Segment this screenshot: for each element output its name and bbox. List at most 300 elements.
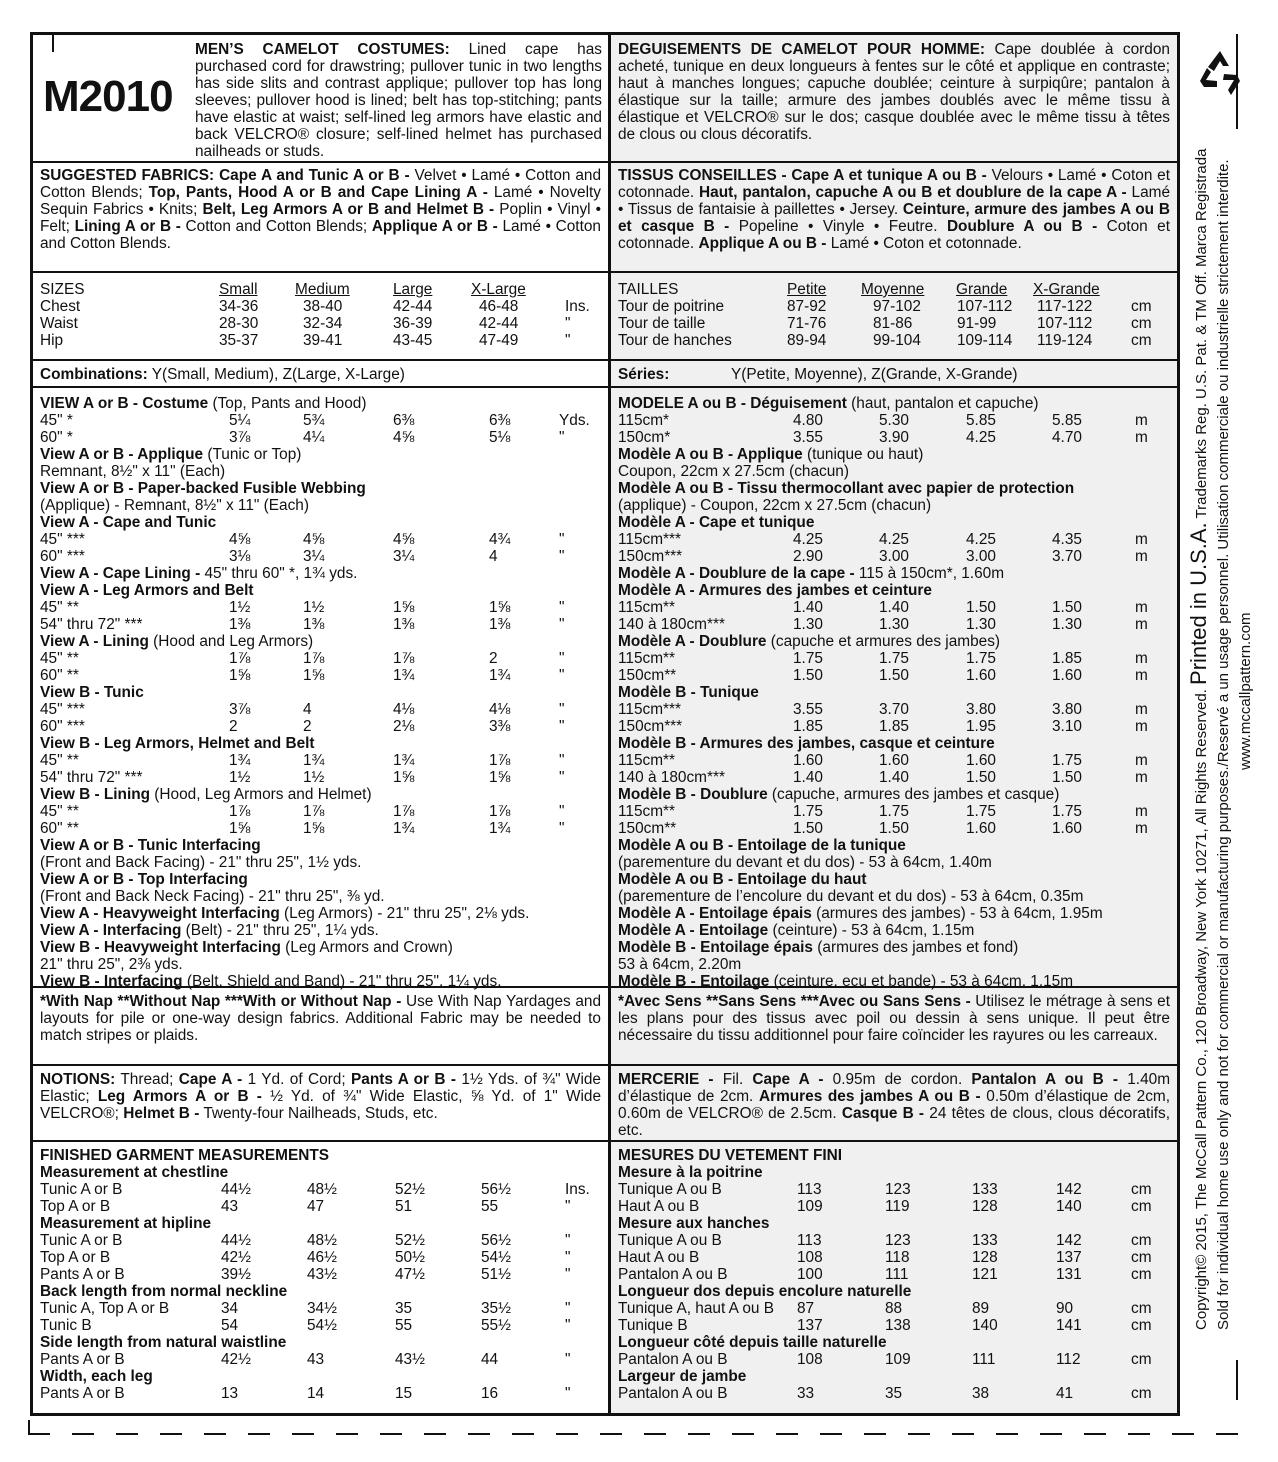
nap-legend: *Avec Sens **Sans Sens ***Avec ou Sans Sens - bbox=[618, 993, 971, 1010]
value-cell: 1.85 bbox=[879, 718, 909, 735]
fabrics-text-fr bbox=[611, 163, 1177, 252]
row-label: Haut A ou B bbox=[618, 1249, 700, 1266]
unit-cell: m bbox=[1135, 752, 1148, 769]
value-cell: 2 bbox=[303, 718, 312, 735]
measure-row bbox=[33, 1300, 608, 1317]
value-cell: 91-99 bbox=[957, 315, 997, 332]
value-cell: 97-102 bbox=[873, 298, 921, 315]
fabric-part-label: Lining A or B - bbox=[74, 218, 181, 235]
row-label: Tunic A or B bbox=[40, 1181, 123, 1198]
value-cell: 1.60 bbox=[1052, 667, 1082, 684]
sub-heading-rest: (capuche et armures des jambes) bbox=[766, 633, 1001, 650]
detail-line: (Front and Back Neck Facing) - 21" thru 25", ⅜ yd. bbox=[40, 888, 385, 905]
value-cell: 89 bbox=[972, 1300, 990, 1317]
sub-heading bbox=[611, 871, 1177, 888]
measure-row bbox=[33, 616, 608, 633]
unit-cell: m bbox=[1135, 803, 1148, 820]
value-cell: 131 bbox=[1056, 1266, 1082, 1283]
fabric-part-label: Applique A or B - bbox=[371, 218, 498, 235]
value-cell: 44 bbox=[481, 1351, 499, 1368]
size-header: Large bbox=[393, 281, 433, 298]
sub-heading-bold: Modèle A - Entoilage bbox=[618, 922, 769, 939]
measure-row bbox=[611, 769, 1177, 786]
row-label: 45" ** bbox=[40, 650, 79, 667]
fabric-list: Lamé • Cotton and Cotton Blends. bbox=[40, 218, 601, 252]
value-cell: 47½ bbox=[395, 1266, 425, 1283]
unit-cell: " bbox=[559, 667, 565, 684]
value-cell: 2 bbox=[489, 650, 498, 667]
value-cell: 3.70 bbox=[879, 701, 909, 718]
value-cell: 1.30 bbox=[966, 616, 996, 633]
value-cell: 4.70 bbox=[1052, 429, 1082, 446]
value-cell: 4.35 bbox=[1052, 531, 1082, 548]
value-cell: 3.55 bbox=[793, 701, 823, 718]
value-cell: 42½ bbox=[221, 1351, 251, 1368]
value-cell: 13 bbox=[221, 1385, 239, 1402]
unit-cell: " bbox=[559, 820, 565, 837]
notions-text-en bbox=[33, 1066, 608, 1122]
copyright-text: Copyright© 2015, The McCall Pattern Co., 120 Broadway, New York 10271, All Rights Reserved. bbox=[1193, 689, 1210, 1330]
detail-line: (Applique) - Remnant, 8½" x 11" (Each) bbox=[40, 497, 309, 514]
finished-title-en: FINISHED GARMENT MEASUREMENTS bbox=[40, 1147, 330, 1164]
value-cell: 35 bbox=[395, 1300, 413, 1317]
value-cell: 140 bbox=[972, 1317, 998, 1334]
notions-title: MERCERIE - bbox=[618, 1071, 714, 1088]
measure-row bbox=[611, 803, 1177, 820]
measure-row bbox=[611, 820, 1177, 837]
measure-row bbox=[611, 718, 1177, 735]
unit-cell: cm bbox=[1131, 1181, 1152, 1198]
value-cell: 1⅝ bbox=[229, 820, 251, 837]
notion-item: Twenty-four Nailheads, Studs, etc. bbox=[203, 1105, 438, 1122]
fabric-list: Popeline • Vinyle • Feutre. bbox=[738, 218, 938, 235]
fabric-list: Lamé • Coton et cotonnade. bbox=[830, 235, 1022, 252]
value-cell: 3.90 bbox=[879, 429, 909, 446]
sub-heading-bold: Largeur de jambe bbox=[618, 1368, 747, 1385]
value-cell: 1.85 bbox=[793, 718, 823, 735]
yardage-section-en bbox=[33, 388, 608, 988]
sub-heading bbox=[611, 480, 1177, 497]
intro-text-fr bbox=[611, 35, 1177, 143]
measure-row bbox=[33, 718, 608, 735]
row-label: Pantalon A ou B bbox=[618, 1351, 728, 1368]
row-label: 45" *** bbox=[40, 701, 85, 718]
value-cell: 1.50 bbox=[1052, 599, 1082, 616]
fabric-part-label: Cape A and Tunic A or B - bbox=[219, 167, 410, 184]
sub-heading-bold: Modèle A ou B - Entoilage du haut bbox=[618, 871, 867, 888]
row-label: Tunique A, haut A ou B bbox=[618, 1300, 775, 1317]
fabric-list: Cotton and Cotton Blends; bbox=[185, 218, 368, 235]
detail-line: Remnant, 8½" x 11" (Each) bbox=[40, 463, 226, 480]
value-cell: 4¾ bbox=[489, 531, 511, 548]
notion-part: Pantalon A ou B - bbox=[971, 1071, 1119, 1088]
row-label: 150cm** bbox=[618, 667, 677, 684]
value-cell: 1.75 bbox=[1052, 803, 1082, 820]
row-label: Tunique A ou B bbox=[618, 1232, 722, 1249]
value-cell: 133 bbox=[972, 1232, 998, 1249]
notion-item: 0.95m de cordon. bbox=[832, 1071, 963, 1088]
sub-heading-bold: Modèle B - Tunique bbox=[618, 684, 759, 701]
value-cell: 52½ bbox=[395, 1232, 425, 1249]
measure-row bbox=[611, 650, 1177, 667]
value-cell: 42½ bbox=[221, 1249, 251, 1266]
value-cell: 1.60 bbox=[793, 752, 823, 769]
value-cell: 117-122 bbox=[1037, 298, 1093, 315]
detail-line: (parementure de l’encolure du devant et du dos) - 53 à 64cm, 0.35m bbox=[618, 888, 1084, 905]
unit-cell: " bbox=[565, 1317, 571, 1334]
value-cell: 4.25 bbox=[966, 429, 996, 446]
value-cell: 1⅝ bbox=[489, 599, 511, 616]
value-cell: 33 bbox=[797, 1385, 815, 1402]
value-cell: 112 bbox=[1056, 1351, 1081, 1368]
finished-table-en bbox=[33, 1142, 608, 1402]
value-cell: 109 bbox=[885, 1351, 911, 1368]
finished-title-fr: MESURES DU VETEMENT FINI bbox=[618, 1147, 843, 1164]
measure-row bbox=[611, 429, 1177, 446]
size-header: Grande bbox=[956, 281, 1008, 298]
sizes-section-en bbox=[33, 273, 608, 361]
value-cell: 1.60 bbox=[879, 752, 909, 769]
row-label: 115cm** bbox=[618, 599, 676, 616]
nap-text-fr bbox=[611, 988, 1177, 1044]
measure-row bbox=[611, 1232, 1177, 1249]
finished-list-fr bbox=[611, 1164, 1177, 1402]
value-cell: 123 bbox=[885, 1232, 911, 1249]
value-cell: 88 bbox=[885, 1300, 903, 1317]
intro-body-en: Lined cape has purchased cord for drawstring; pullover tunic in two lengths has side slits and contrast applique; pullover top has long sleeves; pullover hood is lined; belt has top-stitching; pants have elastic at waist; self-lined leg armors have elastic and back VELCRO® closure; self-lined helmet has purchased nailheads or studs. bbox=[195, 41, 602, 160]
unit-cell: " bbox=[559, 599, 565, 616]
notions-text-fr bbox=[611, 1066, 1177, 1139]
yardage-list-fr bbox=[611, 388, 1177, 990]
measure-row bbox=[611, 616, 1177, 633]
sub-heading-rest: (Leg Armors) - 21" thru 25", 2⅛ yds. bbox=[279, 905, 530, 922]
finished-section-fr bbox=[611, 1142, 1177, 1412]
value-cell: 43½ bbox=[395, 1351, 425, 1368]
value-cell: 1⅞ bbox=[229, 803, 251, 820]
measure-row bbox=[33, 412, 608, 429]
row-label: 150cm*** bbox=[618, 718, 683, 735]
measure-row bbox=[33, 1249, 608, 1266]
sub-heading-bold: Mesure à la poitrine bbox=[618, 1164, 763, 1181]
size-header: Medium bbox=[295, 281, 350, 298]
sub-heading-bold: MODELE A ou B - Déguisement bbox=[618, 395, 847, 412]
notion-item: 1½ Yds. of ¾" Wide Elastic; bbox=[40, 1071, 601, 1105]
size-header: X-Grande bbox=[1033, 281, 1100, 298]
sub-heading-bold: View A - Cape Lining - bbox=[40, 565, 201, 582]
row-label: 115cm** bbox=[618, 752, 676, 769]
intro-body-fr: Cape doublée à cordon acheté, tunique en deux longueurs à fentes sur le côté et applique en contraste; haut à manches longues; capuche doublée; ceinture à surpiqûre; pantalon à élastique sur la taille; armure des jambes doublés avec le même tissu à élastique et VELCRO® sur le dos; casque doublée avec le même tissu à têtes de clous ou clous décoratifs. bbox=[618, 41, 1170, 143]
value-cell: 141 bbox=[1056, 1317, 1082, 1334]
sub-heading-bold: Width, each leg bbox=[40, 1368, 153, 1385]
fabrics-text-en bbox=[33, 163, 608, 252]
sub-heading bbox=[33, 1283, 608, 1300]
value-cell: 1⅞ bbox=[489, 803, 511, 820]
sub-heading-bold: Side length from natural waistline bbox=[40, 1334, 287, 1351]
unit-cell: " bbox=[565, 315, 571, 332]
value-cell: 1⅞ bbox=[393, 650, 415, 667]
value-cell: 39-41 bbox=[303, 332, 343, 349]
combinations-en bbox=[33, 361, 608, 383]
value-cell: 34 bbox=[221, 1300, 239, 1317]
value-cell: 4.25 bbox=[793, 531, 823, 548]
sub-heading-bold: View A - Interfacing bbox=[40, 922, 182, 939]
sub-heading-bold: View A - Cape and Tunic bbox=[40, 514, 217, 531]
row-label: 150cm* bbox=[618, 429, 671, 446]
measure-row bbox=[33, 1232, 608, 1249]
notions-title: NOTIONS: bbox=[40, 1071, 116, 1088]
value-cell: 51½ bbox=[481, 1266, 511, 1283]
value-cell: 39½ bbox=[221, 1266, 251, 1283]
row-label: 150cm*** bbox=[618, 548, 683, 565]
measure-row bbox=[33, 701, 608, 718]
row-label: 115cm*** bbox=[618, 701, 682, 718]
intro-text-en bbox=[195, 41, 602, 160]
combinations-fr bbox=[611, 366, 1177, 383]
value-cell: 100 bbox=[797, 1266, 823, 1283]
website-url: www.mccallpattern.com bbox=[1237, 612, 1254, 770]
value-cell: 1⅜ bbox=[229, 616, 251, 633]
value-cell: 1.75 bbox=[793, 650, 823, 667]
measure-row bbox=[611, 1317, 1177, 1334]
unit-cell: cm bbox=[1131, 1198, 1152, 1215]
measure-row bbox=[611, 548, 1177, 565]
sub-heading bbox=[33, 684, 608, 701]
value-cell: 1.40 bbox=[793, 599, 823, 616]
measure-row bbox=[611, 1300, 1177, 1317]
value-cell: 1.75 bbox=[966, 803, 996, 820]
row-label: 115cm*** bbox=[618, 531, 682, 548]
value-cell: 107-112 bbox=[957, 298, 1013, 315]
measure-row bbox=[611, 701, 1177, 718]
value-cell: 1⅝ bbox=[489, 769, 511, 786]
value-cell: 1⅞ bbox=[489, 752, 511, 769]
value-cell: 4.25 bbox=[966, 531, 996, 548]
sub-heading-rest: (capuche, armures des jambes et casque) bbox=[767, 786, 1060, 803]
french-column bbox=[608, 35, 1177, 1413]
notion-part: Casque B - bbox=[841, 1105, 925, 1122]
sub-heading-rest: (Belt) - 21" thru 25", 1¼ yds. bbox=[181, 922, 379, 939]
nap-legend: *With Nap **Without Nap ***With or Without Nap - bbox=[40, 993, 402, 1010]
value-cell: 35-37 bbox=[219, 332, 259, 349]
value-cell: 1½ bbox=[229, 769, 251, 786]
combinations-label: Combinations: bbox=[40, 366, 148, 383]
sub-heading bbox=[33, 939, 608, 956]
value-cell: 41 bbox=[1056, 1385, 1074, 1402]
detail-line: Coupon, 22cm x 27.5cm (chacun) bbox=[618, 463, 849, 480]
value-cell: 118 bbox=[885, 1249, 910, 1266]
measure-row bbox=[611, 298, 1177, 315]
detail-line: (Front and Back Facing) - 21" thru 25", 1½ yds. bbox=[40, 854, 362, 871]
size-header: Moyenne bbox=[861, 281, 925, 298]
sub-heading-bold: Modèle A - Entoilage épais bbox=[618, 905, 812, 922]
value-cell: 1.50 bbox=[1052, 769, 1082, 786]
value-cell: 56½ bbox=[481, 1232, 511, 1249]
measure-row bbox=[33, 429, 608, 446]
value-cell: 142 bbox=[1056, 1181, 1082, 1198]
sub-heading-rest: 45" thru 60" *, 1¾ yds. bbox=[200, 565, 358, 582]
fabrics-section-en bbox=[33, 163, 608, 273]
value-cell: 34½ bbox=[307, 1300, 337, 1317]
measure-row bbox=[33, 667, 608, 684]
unit-cell: Ins. bbox=[565, 1181, 590, 1198]
measure-row bbox=[33, 298, 608, 315]
value-cell: 47-49 bbox=[479, 332, 519, 349]
row-label: Pantalon A ou B bbox=[618, 1385, 728, 1402]
sub-heading-rest: (armures des jambes) - 53 à 64cm, 1.95m bbox=[811, 905, 1103, 922]
fabric-part-label: Doublure A ou B - bbox=[946, 218, 1098, 235]
size-measure-label: Chest bbox=[40, 298, 81, 315]
finished-section-en bbox=[33, 1142, 608, 1412]
value-cell: 1⅝ bbox=[303, 667, 325, 684]
value-cell: 3¼ bbox=[393, 548, 415, 565]
sub-heading bbox=[611, 735, 1177, 752]
value-cell: 1.50 bbox=[793, 667, 823, 684]
sub-heading bbox=[33, 1215, 608, 1232]
measure-row bbox=[611, 1266, 1177, 1283]
unit-cell: " bbox=[565, 1266, 571, 1283]
fabric-list: Lamé • Novelty Sequin Fabrics • Knits; bbox=[40, 184, 601, 218]
value-cell: 44½ bbox=[221, 1181, 251, 1198]
sub-heading-bold: Longueur dos depuis encolure naturelle bbox=[618, 1283, 912, 1300]
sub-heading bbox=[33, 1334, 608, 1351]
unit-cell: cm bbox=[1131, 1351, 1152, 1368]
fabrics-section-fr bbox=[611, 163, 1177, 273]
sub-heading-rest: (Top, Pants and Hood) bbox=[208, 395, 367, 412]
measure-row bbox=[33, 1385, 608, 1402]
notion-item: Thread; bbox=[120, 1071, 174, 1088]
size-measure-label: Tour de taille bbox=[618, 315, 706, 332]
notion-part: Cape A - bbox=[752, 1071, 824, 1088]
row-label: 54" thru 72" *** bbox=[40, 769, 143, 786]
sub-heading-bold: Modèle A - Armures des jambes et ceinture bbox=[618, 582, 932, 599]
value-cell: 43 bbox=[221, 1198, 239, 1215]
unit-cell: cm bbox=[1131, 1266, 1152, 1283]
value-cell: 55 bbox=[481, 1198, 499, 1215]
measure-row bbox=[33, 820, 608, 837]
value-cell: 109 bbox=[797, 1198, 823, 1215]
unit-cell: " bbox=[559, 531, 565, 548]
value-cell: 1⅞ bbox=[303, 803, 325, 820]
sub-heading-rest: (armures des jambes et fond) bbox=[812, 939, 1019, 956]
row-label: 45" ** bbox=[40, 752, 79, 769]
sub-heading bbox=[611, 633, 1177, 650]
value-cell: 3.00 bbox=[879, 548, 909, 565]
sub-heading bbox=[611, 1368, 1177, 1385]
value-cell: 113 bbox=[797, 1181, 822, 1198]
row-label: Tunique A ou B bbox=[618, 1181, 722, 1198]
value-cell: 16 bbox=[481, 1385, 499, 1402]
value-cell: 1¾ bbox=[489, 820, 511, 837]
row-label: Tunique B bbox=[618, 1317, 688, 1334]
crop-mark bbox=[52, 34, 54, 52]
row-label: 60" ** bbox=[40, 820, 79, 837]
measure-row bbox=[611, 667, 1177, 684]
value-cell: 3.10 bbox=[1052, 718, 1082, 735]
value-cell: 44½ bbox=[221, 1232, 251, 1249]
value-cell: 119-124 bbox=[1037, 332, 1093, 349]
value-cell: 5⅛ bbox=[489, 429, 511, 446]
value-cell: 4⅝ bbox=[393, 531, 415, 548]
value-cell: 38 bbox=[972, 1385, 990, 1402]
sub-heading-bold: Mesure aux hanches bbox=[618, 1215, 770, 1232]
notion-part: Pants A or B - bbox=[351, 1071, 457, 1088]
value-cell: 2.90 bbox=[793, 548, 823, 565]
sub-heading bbox=[611, 837, 1177, 854]
notion-item: 0.50m d’élastique de 2cm, 0.60m de VELCRO® de 2.5cm. bbox=[618, 1088, 1171, 1122]
value-cell: 1.75 bbox=[966, 650, 996, 667]
unit-cell: m bbox=[1135, 599, 1148, 616]
crop-mark bbox=[1236, 34, 1238, 129]
unit-cell: " bbox=[559, 548, 565, 565]
value-cell: 113 bbox=[797, 1232, 822, 1249]
unit-cell: " bbox=[565, 1198, 571, 1215]
row-label: 45" ** bbox=[40, 599, 79, 616]
sub-heading bbox=[611, 446, 1177, 463]
notions-section-fr bbox=[611, 1066, 1177, 1142]
nap-section-en bbox=[33, 988, 608, 1066]
finished-list-en bbox=[33, 1164, 608, 1402]
finished-table-fr bbox=[611, 1142, 1177, 1402]
detail-line: 21" thru 25", 2⅜ yds. bbox=[40, 956, 183, 973]
unit-cell: " bbox=[565, 1300, 571, 1317]
sub-heading-bold: View A or B - Tunic Interfacing bbox=[40, 837, 261, 854]
detail-line: 53 à 64cm, 2.20m bbox=[618, 956, 742, 973]
row-label: 115cm** bbox=[618, 803, 676, 820]
value-cell: 43 bbox=[307, 1351, 325, 1368]
sub-heading-bold: View B - Tunic bbox=[40, 684, 144, 701]
row-label: 45" *** bbox=[40, 531, 85, 548]
sub-heading bbox=[33, 905, 608, 922]
value-cell: 5.30 bbox=[879, 412, 909, 429]
fabric-part-label: Belt, Leg Armors A or B and Helmet B - bbox=[202, 201, 495, 218]
sub-heading bbox=[611, 939, 1177, 956]
unit-cell: " bbox=[559, 718, 565, 735]
unit-cell: " bbox=[559, 752, 565, 769]
unit-cell: " bbox=[565, 1249, 571, 1266]
sub-heading-bold: Modèle A ou B - Tissu thermocollant avec papier de protection bbox=[618, 480, 1075, 497]
unit-cell: m bbox=[1135, 531, 1148, 548]
sub-heading-rest: (haut, pantalon et capuche) bbox=[846, 395, 1039, 412]
value-cell: 5¾ bbox=[303, 412, 325, 429]
value-cell: 133 bbox=[972, 1181, 998, 1198]
value-cell: 87 bbox=[797, 1300, 815, 1317]
value-cell: 3⅞ bbox=[229, 429, 251, 446]
value-cell: 4 bbox=[489, 548, 498, 565]
value-cell: 54½ bbox=[307, 1317, 337, 1334]
sub-heading bbox=[611, 1283, 1177, 1300]
value-cell: 32-34 bbox=[303, 315, 343, 332]
sub-heading-rest: (ceinture, ecu et bande) - 53 à 64cm, 1.15m bbox=[769, 973, 1074, 990]
unit-cell: m bbox=[1135, 412, 1148, 429]
value-cell: 1.75 bbox=[793, 803, 823, 820]
unit-cell: " bbox=[565, 1232, 571, 1249]
english-column bbox=[33, 35, 608, 1413]
value-cell: 138 bbox=[885, 1317, 911, 1334]
sub-heading-bold: Modèle B - Entoilage épais bbox=[618, 939, 813, 956]
value-cell: 48½ bbox=[307, 1181, 337, 1198]
combinations-value: Y(Petite, Moyenne), Z(Grande, X-Grande) bbox=[731, 366, 1018, 383]
value-cell: 5¼ bbox=[229, 412, 251, 429]
sub-heading-bold: View B - Lining bbox=[40, 786, 151, 803]
value-cell: 107-112 bbox=[1037, 315, 1093, 332]
value-cell: 3⅞ bbox=[229, 701, 251, 718]
intro-section-en bbox=[33, 35, 608, 163]
value-cell: 4⅝ bbox=[229, 531, 251, 548]
sub-heading-bold: View A - Lining bbox=[40, 633, 149, 650]
value-cell: 1⅜ bbox=[393, 616, 415, 633]
value-cell: 46½ bbox=[307, 1249, 337, 1266]
unit-cell: Yds. bbox=[559, 412, 590, 429]
